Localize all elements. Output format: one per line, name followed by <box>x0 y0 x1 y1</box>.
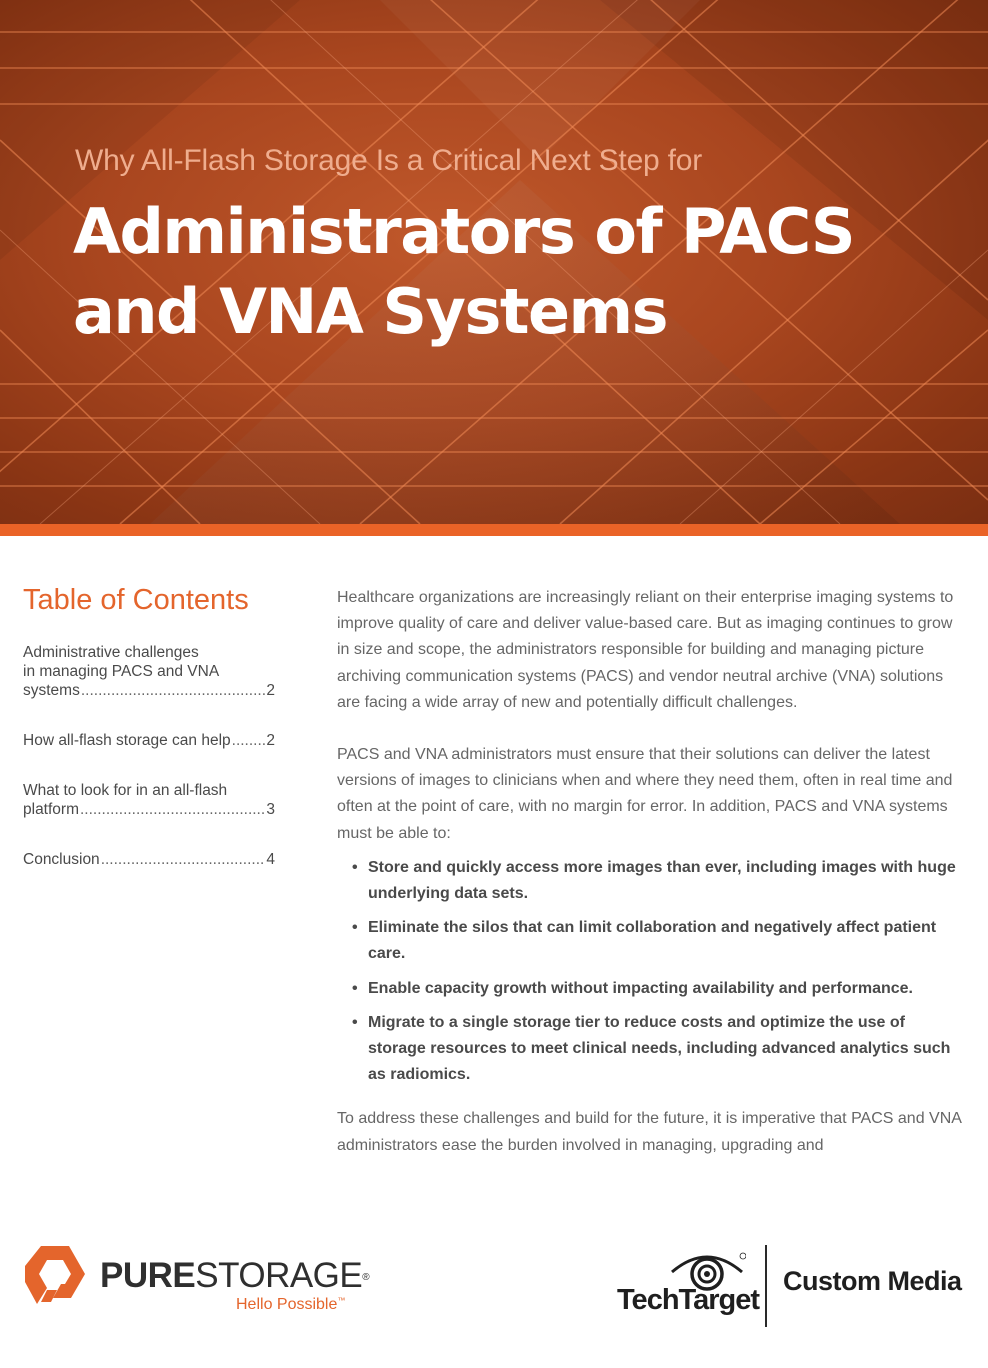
pure-storage-tagline: Hello Possible™ <box>236 1296 346 1313</box>
table-of-contents <box>23 584 275 900</box>
toc-page-number: 4 <box>266 851 275 868</box>
list-item: • Enable capacity growth without impacting availability and performance. <box>337 976 967 1002</box>
hero-title-line1: Administrators of PACS <box>73 195 855 268</box>
list-item: • Eliminate the silos that can limit collaboration and negatively affect patient care. <box>337 915 967 967</box>
hero-banner <box>0 0 988 524</box>
toc-leader-dots <box>101 850 266 869</box>
toc-entry-line: in managing PACS and VNA <box>23 663 220 680</box>
footer-divider <box>765 1245 767 1327</box>
toc-entry-line: What to look for in an all-flash <box>23 782 228 799</box>
hero-kicker: Why All-Flash Storage Is a Critical Next Step for <box>75 144 703 177</box>
closing-paragraph: To address these challenges and build for the future, it is imperative that PACS and VNA administrators ease the burden involved in managing, upgrading and <box>337 1110 962 1154</box>
toc-entry-how-all-flash-can-help[interactable] <box>23 731 275 750</box>
toc-page-number: 3 <box>266 801 275 818</box>
toc-leader-dots <box>232 731 266 750</box>
list-item: • Migrate to a single storage tier to reduce costs and optimize the use of storage resources to meet clinical needs, including advanced analytics such as radiomics. <box>337 1010 967 1089</box>
pure-storage-logo-icon <box>23 1244 87 1306</box>
intro-paragraph: Healthcare organizations are increasingly reliant on their enterprise imaging systems to improve quality of care and deliver value-based care. But as imaging continues to grow in size and scope, the administrators responsible for building and managing picture archiving communication systems (PACS) and vendor neutral archive (VNA) solutions are facing a wide array of new and potentially difficult challenges. <box>337 589 954 711</box>
toc-entry-what-to-look-for[interactable] <box>23 781 275 819</box>
bullet-icon: • <box>352 1013 358 1031</box>
toc-entry-label: How all-flash storage can help <box>23 732 231 749</box>
bullet-icon: • <box>352 858 358 876</box>
requirements-list <box>337 855 967 1089</box>
hero-title <box>73 192 953 352</box>
list-item: • Store and quickly access more images than ever, including images with huge underlying data sets. <box>337 855 967 907</box>
toc-entry-conclusion[interactable] <box>23 850 275 869</box>
main-body <box>337 585 967 1159</box>
requirements-paragraph: PACS and VNA administrators must ensure that their solutions can deliver the latest versions of images to clinicians when and where they need them, often in real time and often at the point of care, with no margin for error. In addition, PACS and VNA systems must be able to: <box>337 746 953 842</box>
toc-page-number: 2 <box>266 732 275 749</box>
toc-page-number: 2 <box>266 682 275 699</box>
bullet-icon: • <box>352 979 358 997</box>
pure-storage-wordmark: PURESTORAGE® <box>100 1256 370 1295</box>
toc-entry-label: systems <box>23 682 80 699</box>
bullet-icon: • <box>352 919 358 937</box>
toc-entry-administrative-challenges[interactable] <box>23 643 275 700</box>
hero-title-line2: and VNA Systems <box>73 275 668 348</box>
toc-heading: Table of Contents <box>23 584 249 616</box>
techtarget-wordmark: TechTarget <box>617 1284 760 1316</box>
toc-leader-dots <box>80 800 265 819</box>
toc-leader-dots <box>81 681 266 700</box>
toc-entry-label: platform <box>23 801 79 818</box>
toc-entry-line: Administrative challenges <box>23 644 199 661</box>
hero-accent-strip <box>0 524 988 536</box>
custom-media-label: Custom Media <box>783 1266 962 1296</box>
toc-entry-label: Conclusion <box>23 851 100 868</box>
